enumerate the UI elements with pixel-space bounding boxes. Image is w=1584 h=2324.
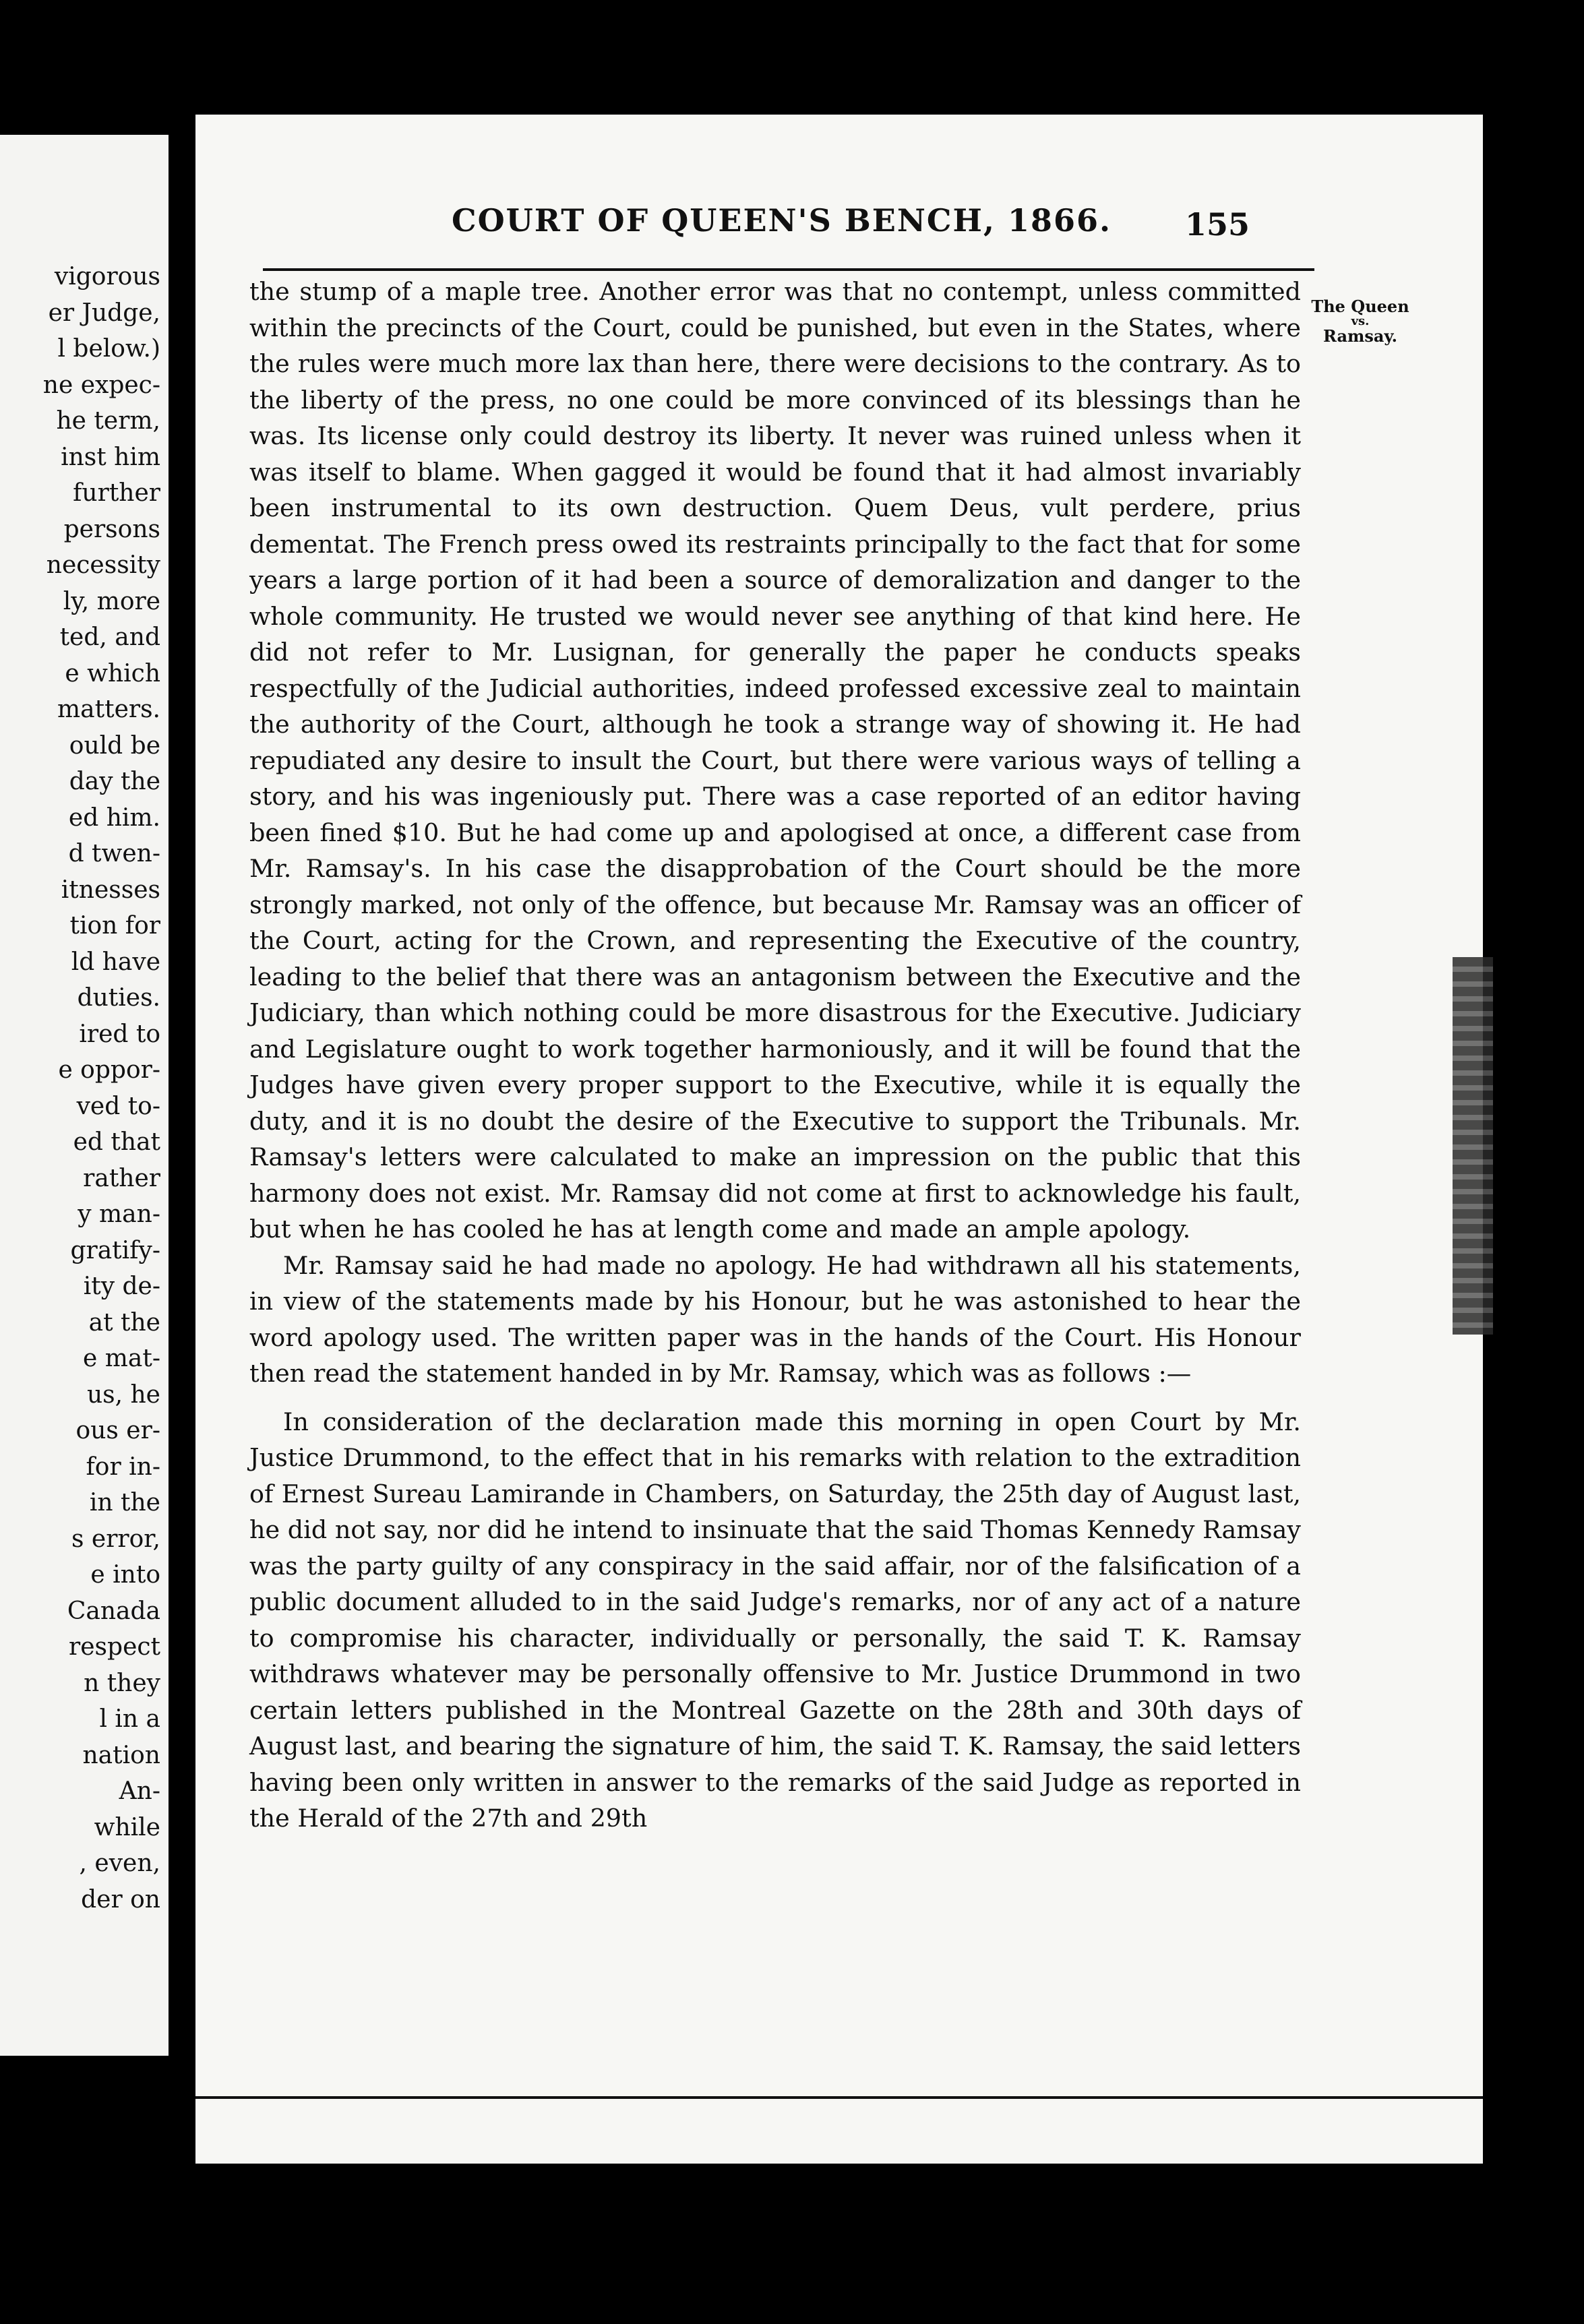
left-column-fragment: day the [69, 768, 160, 795]
left-column-fragment: y man- [78, 1200, 160, 1228]
left-column-fragment: he term, [56, 407, 160, 435]
left-column-fragment: ne expec- [42, 371, 160, 399]
side-note-vs: vs. [1351, 314, 1370, 328]
left-column-fragment: n they [84, 1669, 160, 1697]
edge-stamp-mark [1453, 957, 1493, 1335]
book-page [195, 115, 1483, 2164]
left-column-fragment: , even, [79, 1849, 160, 1877]
left-column-fragment: tion for [69, 912, 160, 940]
left-column-fragment: persons [63, 515, 160, 543]
paragraph-1: the stump of a maple tree. Another error was that no contempt, unless committed within the precincts of the Court, could be punished, but even in the States, where the rules were much more lax than here, there were decisions to the contrary. As to the liberty of the press, no one could be more convinced of its blessings than he was. Its license only could destroy its liberty. It never was ruined unless when it was itself to blame. When gagged it would be found that it had almost invariably been instrumental to its own destruction. Quem Deus, vult perdere, prius dementat. The French press owed its restraints principally to the fact that for some years a large portion of it had been a source of demoralization and danger to the whole community. He trusted we would never see anything of that kind here. He did not refer to Mr. Lusignan, for generally the paper he conducts speaks respectfully of the Judicial authorities, indeed professed excessive zeal to maintain the authority of the Court, although he took a strange way of showing it. He had repudiated any desire to insult the Court, but there were various ways of telling a story, and his was ingeniously put. There was a case reported of an editor having been fined $10. But he had come up and apologised at once, a different case from Mr. Ramsay's. In his case the disapprobation of the Court should be the more strongly marked, not only of the offence, but because Mr. Ramsay was an officer of the Court, acting for the Crown, and representing the Executive of the country, leading to the belief that there was an antagonism between the Executive and the Judiciary, than which nothing could be more disastrous for the Executive. Judiciary and Legislature ought to work together harmoniously, and it will be found that the Judges have given every proper support to the Executive, while it is equally the duty, and it is no doubt the desire of the Executive to support the Tribunals. Mr. Ramsay's letters were calculated to make an impression on the public that this harmony does not exist. Mr. Ramsay did not come at first to acknowledge his fault, but when he has cooled he has at length come and made an ample apology. [249, 277, 1301, 1244]
left-column-fragment: Canada [67, 1597, 160, 1625]
left-column-fragment: An- [119, 1777, 160, 1805]
left-column-fragment: while [94, 1813, 160, 1841]
left-column-fragment: e mat- [83, 1345, 160, 1372]
paragraph-3: In consideration of the declaration made this morning in open Court by Mr. Justice Drummond, to the effect that in his remarks with relation to the extradition of Ernest Sureau Lamirande in Chambers, on Saturday, the 25th day of August last, he did not say, nor did he intend to insinuate that the said Thomas Kennedy Ramsay was the party guilty of any conspiracy in the said affair, nor of the falsification of a public document alluded to in the said Judge's remarks, nor of any act of a nature to compromise his character, individually or personally, the said T. K. Ramsay withdraws whatever may be personally offensive to Mr. Justice Drummond in two certain letters published in the Montreal Gazette on the 28th and 30th days of August last, and bearing the signature of him, the said T. K. Ramsay, the said letters having been only written in answer to the remarks of the said Judge as reported in the Herald of the 27th and 29th [249, 1407, 1301, 1833]
paragraph-2: Mr. Ramsay said he had made no apology. He had withdrawn all his statements, in view of the statements made by his Honour, but he was astonished to hear the word apology used. The written paper was in the hands of the Court. His Honour then read the statement handed in by Mr. Ramsay, which was as follows :— [249, 1250, 1301, 1388]
body-text [249, 274, 1301, 1837]
right-dark-edge [1483, 0, 1584, 2324]
left-column-fragment: for in- [86, 1452, 160, 1481]
left-column-fragment: e oppor- [58, 1056, 160, 1084]
left-column-fragment: ed him. [68, 803, 160, 832]
left-column-fragment: matters. [57, 696, 160, 723]
left-column-fragment: ired to [79, 1020, 160, 1048]
left-column-fragment: ous er- [75, 1417, 160, 1444]
left-column-fragment: in the [89, 1489, 160, 1517]
left-column-fragment: vigorous [54, 263, 160, 290]
left-column-fragment: respect [69, 1633, 160, 1661]
running-head: COURT OF QUEEN'S BENCH, 1866. [452, 202, 1112, 239]
left-column-fragment: ted, and [59, 623, 160, 651]
adjacent-page-strip [0, 135, 169, 2056]
left-column-fragment: l below.) [57, 335, 160, 363]
left-column-fragment: duties. [77, 984, 160, 1012]
left-column-fragment: rather [83, 1164, 160, 1192]
left-column-fragment: e into [90, 1561, 160, 1589]
left-column-fragment: nation [82, 1741, 160, 1769]
page-number: 155 [1185, 206, 1250, 243]
left-column-fragment: inst him [61, 443, 160, 471]
left-column-fragment: itnesses [61, 876, 160, 904]
side-note-bottom: Ramsay. [1322, 326, 1398, 346]
left-column-fragment: ould be [69, 731, 160, 760]
left-column-fragment: further [73, 479, 160, 507]
left-column-fragment: us, he [86, 1380, 160, 1409]
left-column-fragment: ld have [71, 948, 160, 976]
left-column-fragment: ity de- [83, 1273, 160, 1300]
left-column-fragment: ved to- [76, 1092, 160, 1120]
left-column-fragment: ed that [73, 1128, 160, 1156]
left-column-fragment: necessity [46, 551, 160, 579]
left-column-fragment: s error, [71, 1525, 160, 1553]
left-column-fragment: gratify- [70, 1236, 160, 1264]
bottom-rule [195, 2096, 1483, 2099]
left-column-fragment: der on [81, 1885, 160, 1914]
header-rule [263, 268, 1314, 271]
left-column-fragment: l in a [99, 1705, 160, 1733]
left-column-fragment: e which [65, 659, 160, 687]
left-column-fragment: d twen- [68, 840, 160, 867]
left-column-fragment: ly, more [63, 587, 160, 615]
side-note-top: The Queen [1311, 297, 1409, 316]
left-column-fragment: at the [88, 1308, 160, 1337]
left-column-fragment: er Judge, [48, 299, 160, 327]
book-gutter [169, 0, 195, 2324]
